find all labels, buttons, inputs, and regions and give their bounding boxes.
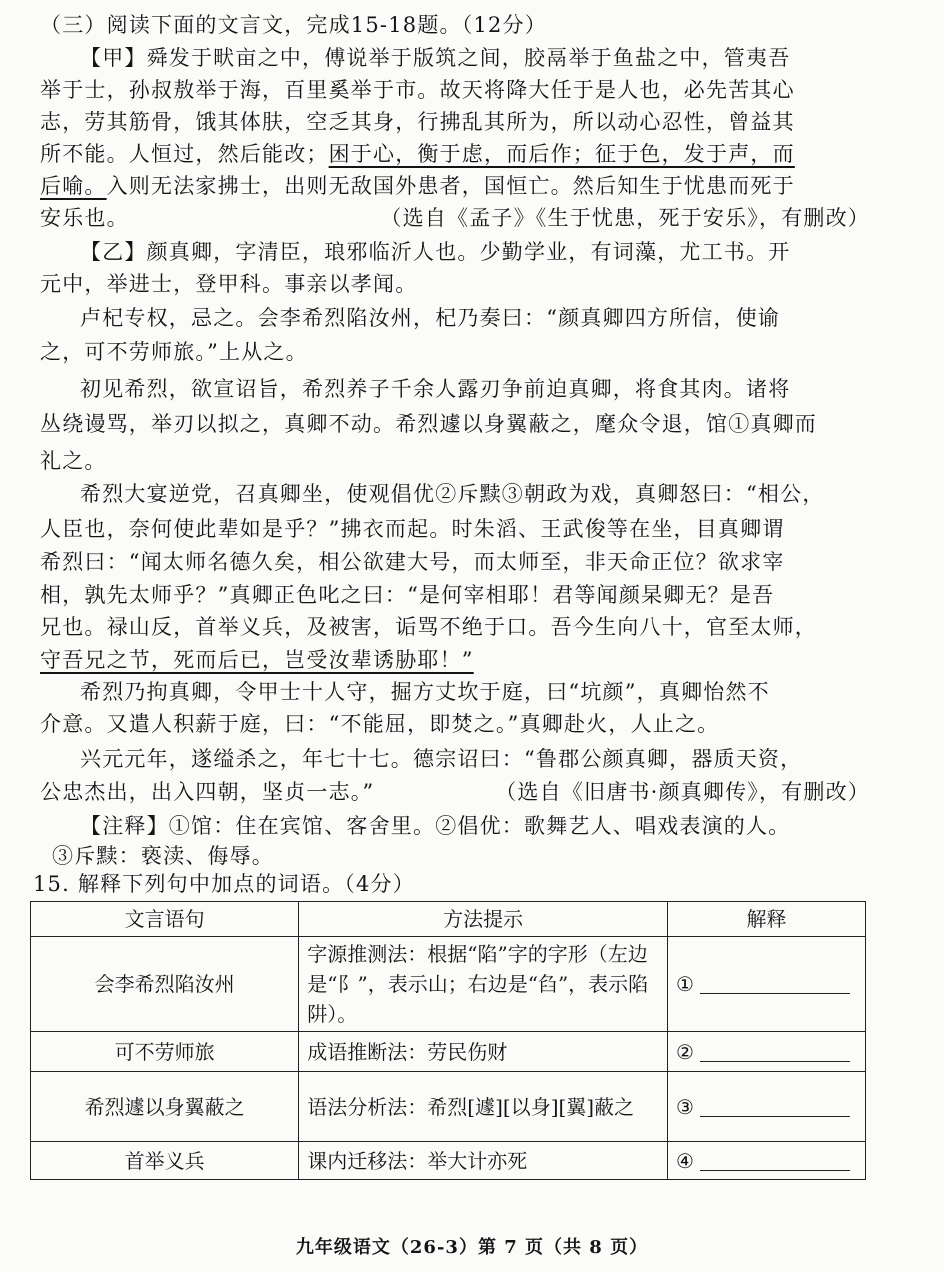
jia-underlined-sentence-b: 后喻。 bbox=[40, 174, 107, 198]
answer-number: ② bbox=[676, 1039, 694, 1064]
yi-line-12: 兄也。禄山反，首举义兵，及被害，诟骂不绝于口。吾今生向八十，官至太师， bbox=[40, 615, 817, 639]
jia-line-4-plain: 所不能。人恒过，然后能改； bbox=[40, 142, 329, 166]
yi-line-9: 人臣也，奈何使此辈如是乎？”拂衣而起。时朱滔、王武俊等在坐，目真卿谓 bbox=[40, 517, 785, 541]
yi-underlined-sentence: 守吾兄之节，死而后已，岂受汝辈诱胁耶！” bbox=[40, 648, 474, 672]
header-sentence: 文言语句 bbox=[31, 902, 299, 937]
header-explanation: 解释 bbox=[668, 902, 866, 937]
answer-blank[interactable] bbox=[700, 1148, 850, 1171]
answer-blank[interactable] bbox=[700, 1094, 850, 1117]
table-row bbox=[31, 1072, 866, 1142]
yi-line-16: 兴元元年，遂缢杀之，年七十七。德宗诏曰：“鲁郡公颜真卿，器质天资， bbox=[80, 747, 803, 771]
yi-line-15: 介意。又遣人积薪于庭，曰：“不能屈，即焚之。”真卿赴火，人止之。 bbox=[40, 712, 720, 736]
answer-cell[interactable] bbox=[668, 1142, 866, 1180]
section-title: （三）阅读下面的文言文，完成15-18题。（12分） bbox=[40, 13, 547, 37]
yi-line-1: 【乙】颜真卿，字清臣，琅邪临沂人也。少勤学业，有词藻，尤工书。开 bbox=[80, 240, 791, 264]
answer-number: ③ bbox=[676, 1094, 694, 1119]
jia-line-1: 【甲】舜发于畎亩之中，傅说举于版筑之间，胶鬲举于鱼盐之中，管夷吾 bbox=[80, 46, 791, 70]
answer-cell[interactable] bbox=[668, 937, 866, 1032]
yi-line-6: 丛绕谩骂，举刃以拟之，真卿不动。希烈遽以身翼蔽之，麾众令退，馆①真卿而 bbox=[40, 412, 817, 436]
answer-number: ① bbox=[676, 972, 694, 996]
yi-line-5: 初见希烈，欲宣诏旨，希烈养子千余人露刃争前迫真卿，将食其肉。诸将 bbox=[80, 377, 791, 401]
table-row bbox=[31, 1142, 866, 1180]
row-hint: 成语推断法：劳民伤财 bbox=[299, 1032, 668, 1072]
row-sentence: 会李希烈陷汝州 bbox=[31, 937, 299, 1032]
yi-line-8: 希烈大宴逆党，召真卿坐，使观倡优②斥黩③朝政为戏，真卿怒曰：“相公， bbox=[80, 482, 825, 506]
jia-line-2: 举于士，孙叔敖举于海，百里奚举于市。故天将降大任于是人也，必先苦其心 bbox=[40, 78, 795, 102]
question-15-table bbox=[30, 901, 866, 1180]
yi-line-4: 之，可不劳师旅。”上从之。 bbox=[40, 340, 308, 364]
table-row bbox=[31, 1032, 866, 1072]
page-footer: 九年级语文（26-3）第 7 页（共 8 页） bbox=[295, 1237, 649, 1258]
answer-cell[interactable] bbox=[668, 1032, 866, 1072]
answer-number: ④ bbox=[676, 1148, 694, 1173]
notes-line-1: 【注释】①馆：住在宾馆、客舍里。②倡优：歌舞艺人、唱戏表演的人。 bbox=[80, 814, 791, 838]
yi-line-3: 卢杞专权，忌之。会李希烈陷汝州，杞乃奏曰：“颜真卿四方所信，使谕 bbox=[80, 306, 781, 330]
yi-line-11: 相，孰先太师乎？”真卿正色叱之曰：“是何宰相耶！君等闻颜杲卿无？是吾 bbox=[40, 583, 775, 607]
row-hint: 字源推测法：根据“陷”字的字形（左边是“阝”，表示山；右边是“臽”，表示陷阱）。 bbox=[299, 937, 668, 1032]
notes-line-2: ③斥黩：亵渎、侮辱。 bbox=[52, 844, 274, 868]
jia-source: （选自《孟子》《生于忧患，死于安乐》，有删改） bbox=[380, 206, 870, 230]
row-sentence: 首举义兵 bbox=[31, 1142, 299, 1180]
jia-line-4 bbox=[40, 139, 870, 169]
yi-line-2: 元中，举进士，登甲科。事亲以孝闻。 bbox=[40, 272, 418, 296]
yi-source: （选自《旧唐书·颜真卿传》，有删改） bbox=[495, 780, 870, 804]
jia-line-3: 志，劳其筋骨，饿其体肤，空乏其身，行拂乱其所为，所以动心忍性，曾益其 bbox=[40, 110, 795, 134]
row-sentence: 可不劳师旅 bbox=[31, 1032, 299, 1072]
answer-blank[interactable] bbox=[700, 1039, 850, 1062]
yi-line-7: 礼之。 bbox=[40, 449, 107, 473]
yi-line-14: 希烈乃拘真卿，令甲士十人守，掘方丈坎于庭，曰“坑颜”，真卿怡然不 bbox=[80, 680, 770, 704]
jia-line-6: 安乐也。 bbox=[40, 206, 129, 230]
answer-cell[interactable] bbox=[668, 1072, 866, 1142]
row-hint: 课内迁移法：举大计亦死 bbox=[299, 1142, 668, 1180]
table-header-row bbox=[31, 902, 866, 937]
yi-line-13 bbox=[40, 645, 870, 675]
jia-line-5 bbox=[40, 171, 870, 201]
jia-underlined-sentence-a: 困于心，衡于虑，而后作；征于色，发于声，而 bbox=[328, 142, 795, 166]
row-hint: 语法分析法：希烈[遽][以身][翼]蔽之 bbox=[299, 1072, 668, 1142]
answer-blank[interactable] bbox=[700, 971, 850, 994]
yi-line-10: 希烈曰：“闻太师名德久矣，相公欲建大号，而太师至，非天命正位？欲求宰 bbox=[40, 550, 785, 574]
jia-line-5-plain: 入则无法家拂士，出则无敌国外患者，国恒亡。然后知生于忧患而死于 bbox=[106, 174, 795, 198]
header-method: 方法提示 bbox=[299, 902, 668, 937]
question-15-title: 15. 解释下列句中加点的词语。（4分） bbox=[33, 872, 415, 896]
row-sentence: 希烈遽以身翼蔽之 bbox=[31, 1072, 299, 1142]
table-row bbox=[31, 937, 866, 1032]
yi-line-17: 公忠杰出，出入四朝，坚贞一志。” bbox=[40, 780, 375, 804]
